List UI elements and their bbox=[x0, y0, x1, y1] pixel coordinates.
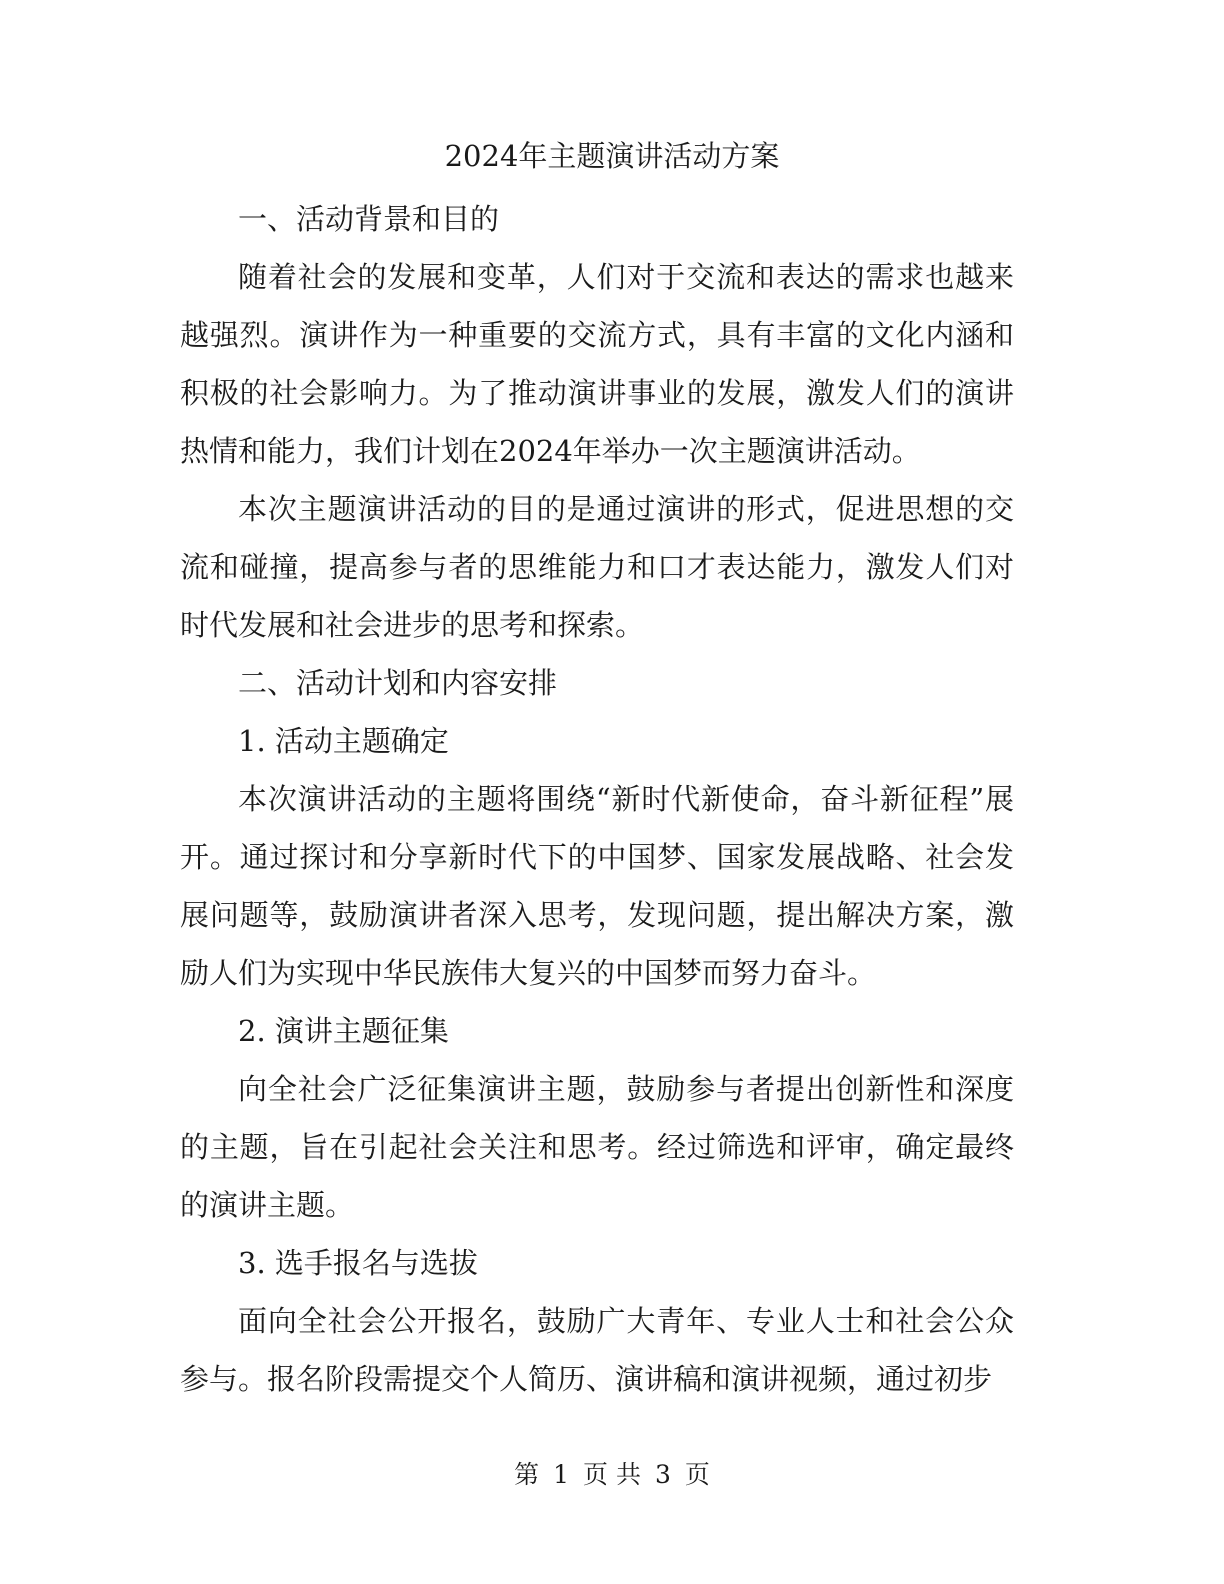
section-heading-plan: 二、活动计划和内容安排 bbox=[238, 666, 558, 700]
footer-suffix: 页 bbox=[684, 1460, 710, 1489]
document-title: 2024年主题演讲活动方案 bbox=[444, 139, 780, 173]
footer-middle: 页 共 bbox=[583, 1460, 641, 1489]
footer-total-pages: 3 bbox=[654, 1460, 671, 1489]
paragraph-background: 随着社会的发展和变革，人们对于交流和表达的需求也越来越强烈。演讲作为一种重要的交流方式，具有丰富的文化内涵和积极的社会影响力。为了推动演讲事业的发展，激发人们的演讲热情和能力，我们计划在2024年举办一次主题演讲活动。 bbox=[180, 260, 1014, 468]
paragraph-theme: 本次演讲活动的主题将围绕“新时代新使命，奋斗新征程”展开。通过探讨和分享新时代下的中国梦、国家发展战略、社会发展问题等，鼓励演讲者深入思考，发现问题，提出解决方案，激励人们为实现中华民族伟大复兴的中国梦而努力奋斗。 bbox=[180, 782, 1014, 990]
section-heading-background: 一、活动背景和目的 bbox=[238, 202, 500, 236]
footer-current-page: 1 bbox=[553, 1460, 570, 1489]
paragraph-registration: 面向全社会公开报名，鼓励广大青年、专业人士和社会公众参与。报名阶段需提交个人简历、演讲稿和演讲视频，通过初步 bbox=[180, 1304, 1014, 1396]
paragraph-purpose: 本次主题演讲活动的目的是通过演讲的形式，促进思想的交流和碰撞，提高参与者的思维能力和口才表达能力，激发人们对时代发展和社会进步的思考和探索。 bbox=[180, 492, 1014, 642]
subheading-registration: 3. 选手报名与选拔 bbox=[238, 1246, 478, 1280]
subheading-theme: 1. 活动主题确定 bbox=[238, 724, 449, 758]
subheading-collection: 2. 演讲主题征集 bbox=[238, 1014, 449, 1048]
paragraph-collection: 向全社会广泛征集演讲主题，鼓励参与者提出创新性和深度的主题，旨在引起社会关注和思考。经过筛选和评审，确定最终的演讲主题。 bbox=[180, 1072, 1014, 1222]
document-body bbox=[180, 190, 1014, 1408]
footer-prefix: 第 bbox=[514, 1460, 540, 1489]
page-footer bbox=[0, 1457, 1224, 1493]
